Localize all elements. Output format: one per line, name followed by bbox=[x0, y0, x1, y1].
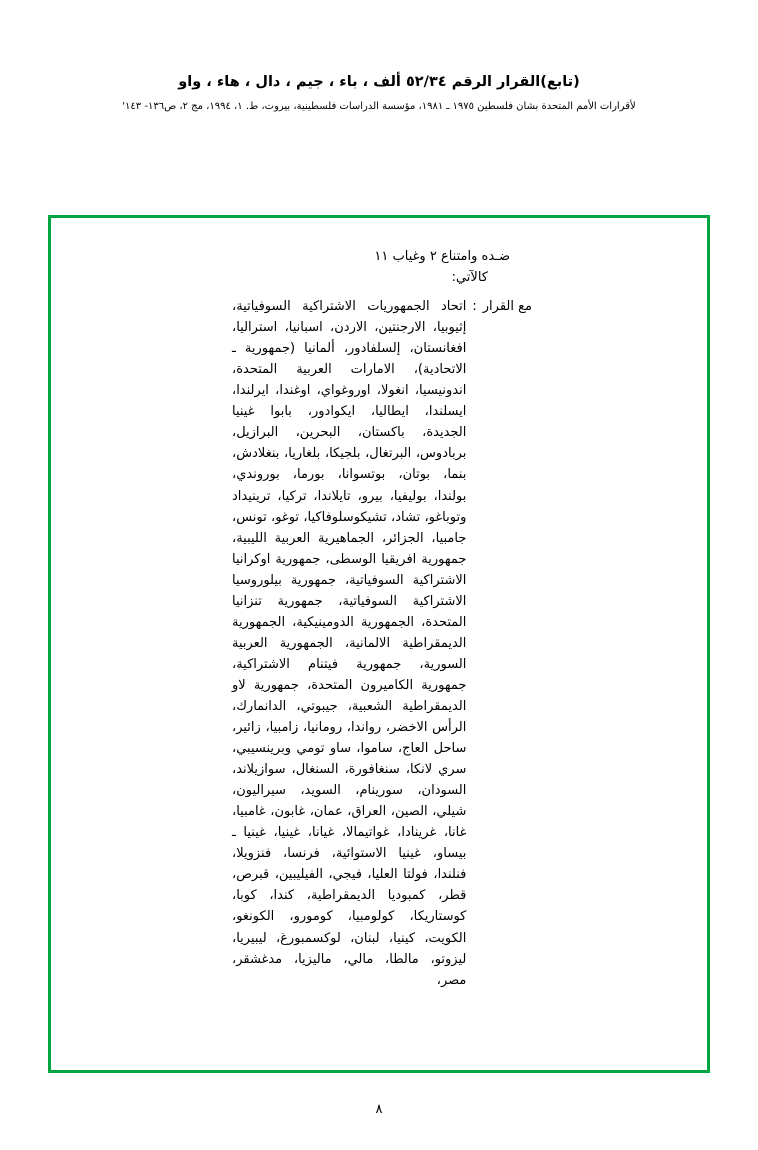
header-title: (تابع)القرار الرقم ٥٢/٣٤ ألف ، باء ، جيم ، دال ، هاء ، واو bbox=[178, 74, 580, 90]
page-header bbox=[0, 72, 758, 114]
countries-label-row bbox=[232, 296, 532, 991]
content-frame bbox=[48, 215, 710, 1073]
label-colon: : bbox=[472, 299, 477, 315]
countries-list-text: اتحاد الجمهوريات الاشتراكية السوفياتية، إثيوبيا، الارجنتين، الاردن، اسبانيا، استراليا، افغانستان، إلسلفادور، ألمانيا (جمهورية ـ الاتحادية)، الامارات العربية المتحدة، اندونيسيا، انغولا، اوروغواي، اوغندا، ايرلندا، ايسلندا، ايطاليا، ايكوادور، بابوا غينيا الجديدة، باكستان، البحرين، البرازيل، بربادوس، البرتغال، بلجيكا، بلغاريا، بنغلادش، بنما، بوتان، بوتسوانا، بورما، بوروندي، بولندا، بوليفيا، بيرو، تايلاندا، تركيا، ترينيداد وتوباغو، تشاد، تشيكوسلوفاكيا، توغو، تونس، جامبيا، الجزائر، الجماهيرية العربية الليبية، جمهورية افريقيا الوسطى، جمهورية اوكرانيا الاشتراكية السوفياتية، جمهورية بيلوروسيا الاشتراكية السوفياتية، جمهورية تنزانيا المتحدة، الجمهورية الدومينيكية، الجمهورية الديمقراطية الالمانية، الجمهورية العربية السورية، جمهورية فيتنام الاشتراكية، جمهورية الكاميرون المتحدة، جمهورية لاو الديمقراطية الشعبية، جيبوتي، الدانمارك، الرأس الاخضر، رواندا، رومانيا، زامبيا، زائير، ساحل العاج، ساموا، ساو تومي وبرينسيبي، سري لانكا، سنغافورة، السنغال، سوازيلاند، السودان، سورينام، السويد، سيراليون، شيلي، الصين، العراق، عمان، غابون، غامبيا، غانا، غرينادا، غواتيمالا، غيانا، غينيا، غينيا ـ بيساو، غينيا الاستوائية، فرنسا، فنزويلا، فنلندا، فولتا العليا، فيجي، الفيليبين، قبرص، قطر، كمبوديا الديمقراطية، كندا، كوبا، كوستاريكا، كولومبيا، كومورو، الكونغو، الكويت، كينيا، لبنان، لوكسمبورغ، ليبيريا، ليزوتو، مالطا، مالي، ماليزيا، مدغشقر، مصر، bbox=[232, 299, 467, 988]
header-source-note: لأقرارات الأمم المتحدة بشان فلسطين ١٩٧٥ ـ ١٩٨١، مؤسسة الدراسات فلسطينية، بيروت، ط. ١، ١٩٩٤، مج ٢، ص١٣٦- ١٤٣' bbox=[122, 100, 636, 112]
list-intro-line: كالآتي: bbox=[451, 270, 488, 286]
countries-block bbox=[232, 296, 532, 991]
document-page bbox=[0, 72, 758, 1150]
with-resolution-label: مع القرار bbox=[482, 299, 532, 315]
page-number: ٨ bbox=[375, 1102, 383, 1117]
vote-result-line: ضـده وامتناع ٢ وغياب ١١ bbox=[374, 249, 510, 264]
document-body bbox=[232, 246, 532, 991]
